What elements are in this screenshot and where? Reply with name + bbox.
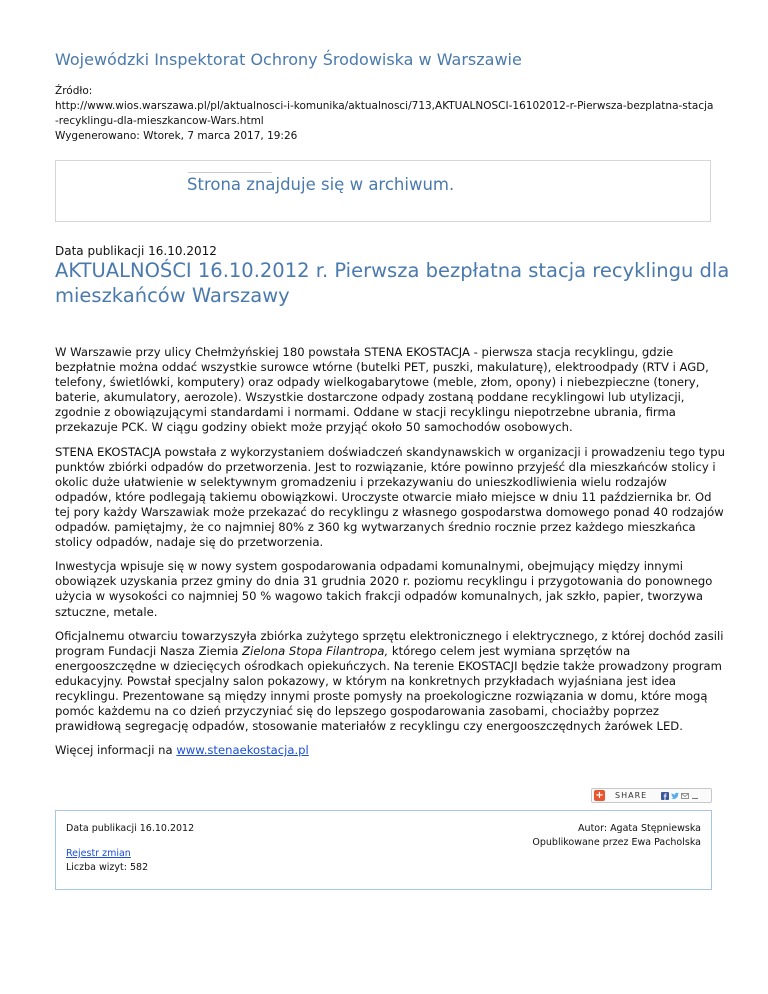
source-url-line2: -recyklingu-dla-mieszkancow-Wars.html: [55, 115, 264, 127]
article-paragraph-1: W Warszawie przy ulicy Chełmżyńskiej 180 powstała STENA EKOSTACJA - pierwsza stacja recyklingu, gdzie bezpłatnie można oddać wszystkie surowce wtórne (butelki PET, puszki, makulaturę), elektroodpady (RTV i AGD, telefony, świetlówki, komputery) oraz odpady wielkogabarytowe (meble, złom, opony) i niebezpieczne (tonery, baterie, akumulatory, aerozole). Wszystkie dostarczone odpady zostaną poddane recyklingowi lub utylizacji, zgodnie z obowiązującymi standardami i normami. Oddane w stacji recyklingu niepotrzebne ubrania, firma przekazuje PCK. W ciągu godziny obiekt może przyjąć około 50 samochodów osobowych.: [55, 345, 709, 435]
archive-divider: [188, 172, 272, 173]
article-paragraph-3: Inwestycja wpisuje się w nowy system gospodarowania odpadami komunalnymi, obejmujący między innymi obowiązek uzyskania przez gminy do dnia 31 grudnia 2020 r. poziomu recyklingu i przygotowania do ponownego użycia w wysokości co najmniej 50 % wagowo takich frakcji odpadów komunalnych, jak szkło, papier, tworzywa sztuczne, metale.: [55, 559, 713, 619]
article-title: AKTUALNOŚCI 16.10.2012 r. Pierwsza bezpłatna stacja recyklingu dla mieszkańców Warszawy: [55, 259, 730, 307]
footer-left: [66, 822, 194, 875]
share-button[interactable]: [591, 788, 712, 803]
more-info-text: Więcej informacji na: [55, 743, 177, 758]
site-title: Wojewódzki Inspektorat Ochrony Środowiska w Warszawie: [55, 50, 522, 69]
footer-right: [532, 822, 701, 850]
article-body: [55, 345, 727, 767]
email-icon: [681, 792, 689, 800]
archive-notice: Strona znajduje się w archiwum.: [187, 175, 455, 194]
twitter-icon: [671, 792, 679, 800]
source-info: [55, 84, 720, 144]
plus-icon: +: [595, 790, 604, 801]
visit-count: Liczba wizyt: 582: [66, 862, 149, 873]
external-link[interactable]: www.stenaekostacja.pl: [176, 743, 309, 758]
change-log-link[interactable]: Rejestr zmian: [66, 848, 131, 859]
article-paragraph-4: [55, 629, 727, 735]
source-url-line1: http://www.wios.warszawa.pl/pl/aktualnosci-i-komunika/aktualnosci/713,AKTUALNOSCI-16102012-r-Pierwsza-bezplatna-stacja: [55, 100, 714, 112]
facebook-icon: [661, 792, 669, 800]
share-label: SHARE: [615, 791, 648, 800]
archive-notice-box: [55, 160, 711, 222]
article-footer: [55, 810, 712, 890]
publication-date: Data publikacji 16.10.2012: [55, 244, 217, 258]
program-name: Zielona Stopa Filantropa,: [242, 643, 389, 658]
footer-publication-date: Data publikacji 16.10.2012: [66, 823, 195, 834]
share-icons: [661, 792, 699, 800]
paragraph-4-text-b: którego celem jest wymiana sprzętów na energooszczędne w dziecięcych ośrodkach opiekuńczych. Na terenie EKOSTACJI będzie także prowadzony program edukacyjny. Powstał specjalny salon pokazowy, w którym na konkretnych przykładach wyjaśniana jest idea recyklingu. Prezentowane są między innymi proste pomysły na proekologiczne rozwiązania w domu, które mogą pomóc każdemu na co dzień przyczyniać się do lepszego gospodarowania zasobami, chociażby poprzez prawidłową segregację odpadów, stosowanie materiałów z recyklingu czy energooszczędnych żarówek LED.: [55, 643, 722, 734]
article-paragraph-2: STENA EKOSTACJA powstała z wykorzystaniem doświadczeń skandynawskich w organizacji i prowadzeniu tego typu punktów zbiórki odpadów do przetworzenia. Jest to rozwiązanie, które powinno przyjeść dla mieszkańców stolicy i okolic duże ułatwienie w selektywnym gromadzeniu i przekazywaniu do unieszkodliwienia wielu rodzajów odpadów, które podlegają takiemu obowiązkowi. Uroczyste otwarcie miało miejsce w dniu 11 października br. Od tej pory każdy Warszawiak może przekazać do recyklingu z własnego gospodarstwa domowego ponad 40 rodzajów odpadów. pamiętajmy, że co najmniej 80% z 360 kg wytwarzanych średnio rocznie przez każdego mieszkańca stolicy odpadów, nadaje się do przetworzenia.: [55, 444, 725, 550]
more-icon: [691, 792, 699, 800]
source-label: Źródło:: [55, 85, 93, 97]
paragraph-4-text-a: Oficjalnemu otwarciu towarzyszyła zbiórka zużytego sprzętu elektronicznego i elektrycznego, z której dochód zasili program Fundacji Nasza Ziemia: [55, 628, 724, 658]
more-info: [55, 743, 727, 758]
generated-date: Wygenerowano: Wtorek, 7 marca 2017, 19:26: [55, 130, 298, 142]
author: Autor: Agata Stępniewska: [578, 823, 701, 834]
published-by: Opublikowane przez Ewa Pacholska: [532, 837, 701, 848]
